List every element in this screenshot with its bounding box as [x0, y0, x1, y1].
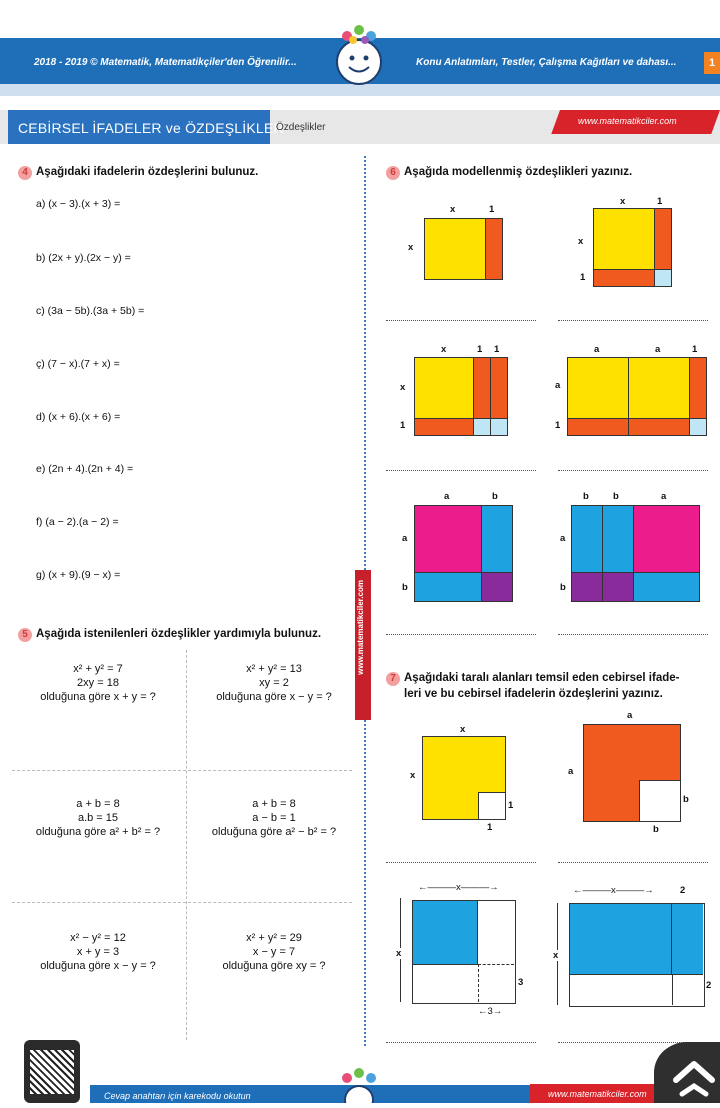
question-6-heading	[386, 166, 632, 180]
q7-m2-label-a-top: a	[627, 710, 633, 721]
q6-m4-label-a1-top: a	[594, 344, 600, 355]
q5-p6-line2: x − y = 7	[252, 946, 296, 958]
q6-m2-label-1-left: 1	[580, 272, 586, 283]
q5-problem-2	[196, 662, 352, 704]
q6-m3-unit-2	[490, 418, 508, 436]
q6-m2-label-x-top: x	[620, 196, 626, 207]
q6-m1-strip	[485, 218, 503, 280]
q4-item-g: g) (x + 9).(9 − x) =	[36, 569, 121, 581]
chevron-up-icon	[654, 1042, 720, 1103]
q7-m4-label-2-right: 2	[706, 980, 712, 991]
q5-p1-line3: olduğuna göre x + y = ?	[40, 691, 156, 703]
q6-m5-label-b-top: b	[492, 491, 498, 502]
q5-p6-line3: olduğuna göre xy = ?	[222, 960, 326, 972]
q6-m3-label-1b-top: 1	[494, 344, 500, 355]
section-url: www.matematikciler.com	[578, 116, 677, 126]
header-right-text: Konu Anlatımları, Testler, Çalışma Kağıtları ve dahası...	[416, 57, 677, 68]
q6-m6-square-b1	[571, 572, 603, 602]
q6-m4-strip-bottom-2	[628, 418, 690, 436]
q5-problem-5	[20, 931, 176, 973]
q4-item-d: d) (x + 6).(x + 6) =	[36, 411, 121, 423]
qr-code-icon[interactable]	[30, 1050, 74, 1094]
q6-m3-square-x	[414, 357, 474, 419]
q6-m5-rect-ab-bottom	[414, 572, 482, 602]
footer-text: Cevap anahtarı için karekodu okutun	[104, 1091, 251, 1101]
q5-problem-6	[196, 931, 352, 973]
q5-p2-line2: xy = 2	[259, 677, 289, 689]
q6-m5-square-b	[481, 572, 513, 602]
q6-m1-label-x-left: x	[408, 242, 414, 253]
q6-m1-square-x	[424, 218, 486, 280]
question-4-number: 4	[18, 166, 32, 180]
q6-m3-strip-bottom	[414, 418, 474, 436]
q6-m6-rect-ab-bottom	[633, 572, 700, 602]
section-title: CEBİRSEL İFADELER ve ÖZDEŞLİKLER	[18, 120, 284, 136]
question-7-number: 7	[386, 672, 400, 686]
q6-m6-label-b-left: b	[560, 582, 566, 593]
question-4-heading	[18, 166, 258, 180]
q7-m3-dash-h	[478, 964, 514, 965]
question-7-heading	[386, 672, 679, 686]
q6-m3-label-x-left: x	[400, 382, 406, 393]
q5-p5-line3: olduğuna göre x − y = ?	[40, 960, 156, 972]
q7-m1-cutout	[478, 792, 506, 820]
q6-m2-strip-bottom	[593, 269, 655, 287]
logo-icon	[333, 22, 385, 86]
q6-m4-label-a-left: a	[555, 380, 561, 391]
q6-answer-line-5	[386, 634, 536, 635]
q7-m4-divider	[672, 975, 673, 1005]
q6-m5-label-b-left: b	[402, 582, 408, 593]
q6-m2-strip-right	[654, 208, 672, 270]
q5-p5-line2: x + y = 3	[76, 946, 120, 958]
q7-m1-label-x-left: x	[410, 770, 416, 781]
q5-p2-line1: x² + y² = 13	[246, 663, 302, 675]
q6-m4-square-a2	[628, 357, 690, 419]
q6-m5-rect-ab-right	[481, 505, 513, 573]
footer-logo-icon	[333, 1066, 385, 1103]
question-7-title-line1: Aşağıdaki taralı alanları temsil eden cebirsel ifade-	[404, 672, 680, 684]
q4-item-c: c) (3a − 5b).(3a + 5b) =	[36, 305, 145, 317]
q5-p3-line3: olduğuna göre a² + b² = ?	[35, 826, 161, 838]
q6-m4-label-a2-top: a	[655, 344, 661, 355]
q6-answer-line-6	[558, 634, 708, 635]
q6-m4-label-1-top: 1	[692, 344, 698, 355]
q6-m5-square-a	[414, 505, 482, 573]
q6-m6-label-a-top: a	[661, 491, 667, 502]
q5-p2-line3: olduğuna göre x − y = ?	[216, 691, 332, 703]
q6-m3-strip-1	[473, 357, 491, 419]
question-5-title: Aşağıda istenilenleri özdeşlikler yardımıyla bulunuz.	[36, 628, 322, 640]
q7-m1-label-1-right: 1	[508, 800, 514, 811]
q5-problem-3	[20, 797, 176, 839]
q6-m2-label-x-left: x	[578, 236, 584, 247]
q4-item-b: b) (2x + y).(2x − y) =	[36, 252, 131, 264]
q5-p3-line2: a.b = 15	[77, 812, 119, 824]
q6-m4-label-1-left: 1	[555, 420, 561, 431]
section-subtitle: Özdeşlikler	[276, 122, 326, 133]
q4-item-e: e) (2n + 4).(2n + 4) =	[36, 463, 134, 475]
q7-m3-shaded	[413, 901, 478, 965]
q7-m3-arrow-x-top: ←———x———→	[418, 882, 499, 893]
q6-m6-rect-b2	[602, 505, 634, 573]
q6-m3-label-x-top: x	[441, 344, 447, 355]
q7-m2-cutout-b	[639, 780, 681, 822]
q7-m1-label-1-bottom: 1	[487, 822, 493, 833]
q6-m4-square-a1	[567, 357, 629, 419]
q5-p4-line3: olduğuna göre a² − b² = ?	[211, 826, 337, 838]
q7-answer-line-3	[386, 1042, 536, 1043]
q6-m4-strip-bottom-1	[567, 418, 629, 436]
q6-m3-unit-1	[473, 418, 491, 436]
question-6-number: 6	[386, 166, 400, 180]
footer-url: www.matematikciler.com	[548, 1089, 647, 1099]
q6-m5-label-a-top: a	[444, 491, 450, 502]
q6-m2-label-1-top: 1	[657, 196, 663, 207]
q6-answer-line-3	[386, 470, 536, 471]
q5-divider-2	[12, 902, 352, 903]
q6-m5-label-a-left: a	[402, 533, 408, 544]
side-tab-text: www.matematikciler.com	[356, 580, 365, 675]
q6-m6-rect-b1	[571, 505, 603, 573]
q6-answer-line-4	[558, 470, 708, 471]
q5-problem-4	[196, 797, 352, 839]
q4-item-f: f) (a − 2).(a − 2) =	[36, 516, 119, 528]
q7-m2-label-b-right: b	[683, 794, 689, 805]
q5-divider-1	[12, 770, 352, 771]
question-7-title-line2: leri ve bu cebirsel ifadelerin özdeşlerini yazınız.	[404, 688, 663, 700]
q7-m4-arrow-x-top: ←———x———→	[573, 885, 654, 896]
q5-p3-line1: a + b = 8	[76, 798, 120, 810]
q5-p1-line1: x² + y² = 7	[73, 663, 123, 675]
q6-m6-square-b2	[602, 572, 634, 602]
q6-m1-label-x-top: x	[450, 204, 456, 215]
q5-p6-line1: x² + y² = 29	[246, 932, 302, 944]
q7-m4-shaded-1	[570, 904, 672, 975]
q5-p1-line2: 2xy = 18	[77, 677, 119, 689]
question-5-heading	[18, 628, 321, 642]
q6-answer-line-1	[386, 320, 536, 321]
q6-m2-unit	[654, 269, 672, 287]
q7-m3-label-x-left: x	[396, 948, 402, 959]
q7-m3-label-3-right: 3	[518, 977, 524, 988]
q5-divider-vertical	[186, 650, 187, 1040]
q7-m2-label-a-left: a	[568, 766, 574, 777]
q6-m3-strip-2	[490, 357, 508, 419]
q7-m4-shaded-2	[672, 904, 703, 975]
q4-item-a: a) (x − 3).(x + 3) =	[36, 198, 121, 210]
question-4-title: Aşağıdaki ifadelerin özdeşlerini bulunuz.	[36, 166, 259, 178]
q6-m6-square-a	[633, 505, 700, 573]
page-number: 1	[704, 52, 720, 74]
q7-answer-line-2	[558, 862, 708, 863]
q6-m3-label-1-left: 1	[400, 420, 406, 431]
q6-m4-strip-right	[689, 357, 707, 419]
question-6-title: Aşağıda modellenmiş özdeşlikleri yazınız.	[404, 166, 633, 178]
q7-m2-label-b-bottom: b	[653, 824, 659, 835]
q6-m1-label-1-top: 1	[489, 204, 495, 215]
q5-p4-line1: a + b = 8	[252, 798, 296, 810]
q6-answer-line-2	[558, 320, 708, 321]
question-5-number: 5	[18, 628, 32, 642]
q6-m3-label-1a-top: 1	[477, 344, 483, 355]
q7-m1-label-x-top: x	[460, 724, 466, 735]
q5-problem-1	[20, 662, 176, 704]
q6-m6-label-b1-top: b	[583, 491, 589, 502]
q6-m6-label-b2-top: b	[613, 491, 619, 502]
q7-m4-label-2-top: 2	[680, 885, 686, 896]
scroll-up-button[interactable]	[654, 1042, 720, 1103]
q6-m4-unit	[689, 418, 707, 436]
q7-answer-line-1	[386, 862, 536, 863]
q7-m4-label-x-left: x	[553, 950, 559, 961]
q7-m3-arrow-3-bottom: ←3→	[478, 1006, 503, 1017]
q5-p5-line1: x² − y² = 12	[70, 932, 126, 944]
q4-item-cc: ç) (7 − x).(7 + x) =	[36, 358, 120, 370]
q6-m6-label-a-left: a	[560, 533, 566, 544]
q5-p4-line2: a − b = 1	[252, 812, 296, 824]
q7-m3-dash-v	[478, 964, 479, 1002]
header-left-text: 2018 - 2019 © Matematik, Matematikçiler'den Öğrenilir...	[34, 57, 297, 68]
q6-m2-square-x	[593, 208, 655, 270]
